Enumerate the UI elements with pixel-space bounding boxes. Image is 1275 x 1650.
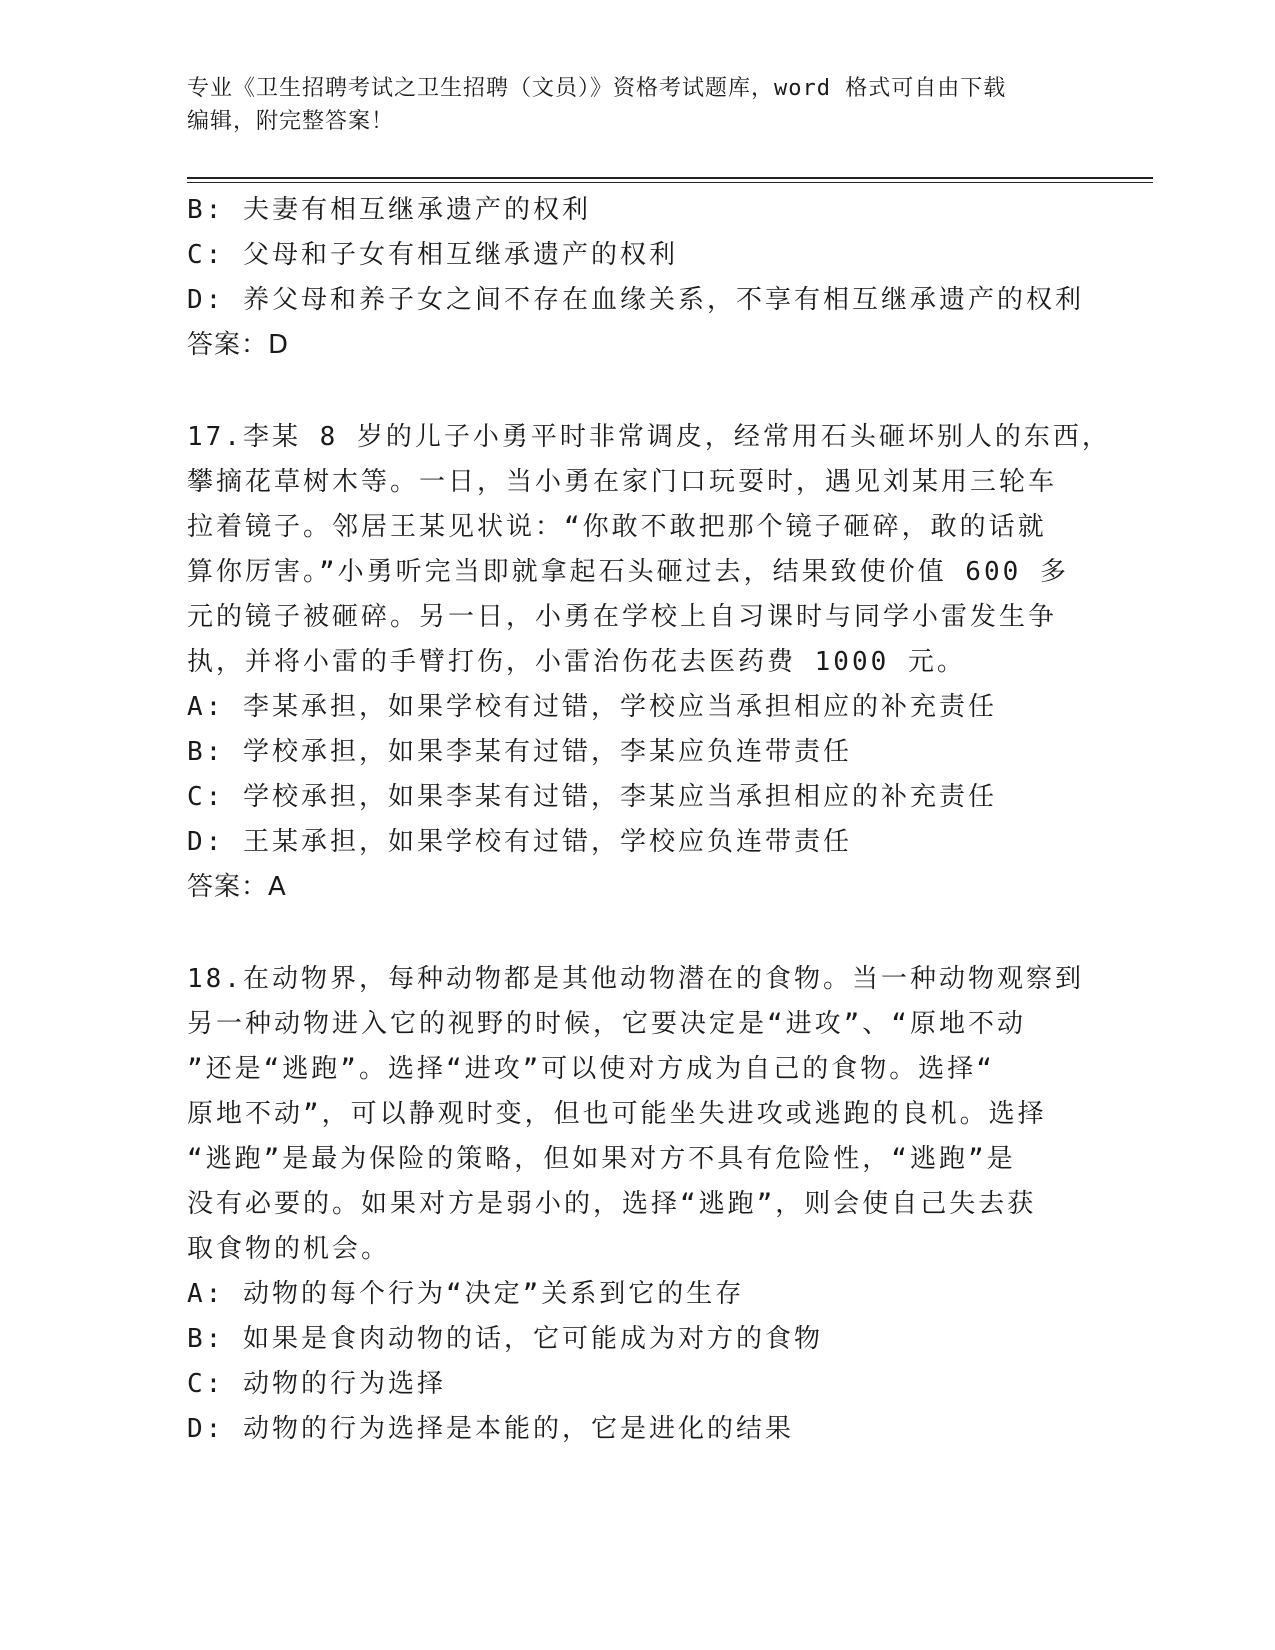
q17-stem-line: 17.李某 8 岁的儿子小勇平时非常调皮，经常用石头砸坏别人的东西， [187,422,1111,452]
header-line-2: 编辑，附完整答案！ [187,109,395,134]
q16-option-b: B: 夫妻有相互继承遗产的权利 [187,195,591,225]
q17-stem [187,415,1111,685]
q17-stem-line: 执，并将小雷的手臂打伤，小雷治伤花去医药费 1000 元。 [187,647,966,677]
q18-stem-line: “逃跑”是最为保险的策略，但如果对方不具有危险性，“逃跑”是 [187,1144,1016,1174]
q17-option-c: C: 学校承担，如果李某有过错，李某应当承担相应的补充责任 [187,782,997,812]
spacer [187,910,1077,957]
q16-answer: 答案：D [187,330,290,360]
q17-option-a: A: 李某承担，如果学校有过错，学校应当承担相应的补充责任 [187,692,997,722]
q18-option-a: A: 动物的每个行为“决定”关系到它的生存 [187,1279,745,1309]
q18-stem-line: 原地不动”，可以静观时变，但也可能坐失进攻或逃跑的良机。选择 [187,1099,1047,1129]
q18-option-c: C: 动物的行为选择 [187,1369,446,1399]
q16-option-c: C: 父母和子女有相互继承遗产的权利 [187,240,678,270]
header-divider-thin [187,182,1153,183]
q17-stem-line: 拉着镜子。邻居王某见状说：“你敢不敢把那个镜子砸碎，敢的话就 [187,512,1047,542]
q18-option-b: B: 如果是食肉动物的话，它可能成为对方的食物 [187,1324,823,1354]
q16-option-d: D: 养父母和养子女之间不存在血缘关系，不享有相互继承遗产的权利 [187,285,1084,315]
q17-option-b: B: 学校承担，如果李某有过错，李某应负连带责任 [187,737,852,767]
q17-stem-line: 攀摘花草树木等。一日，当小勇在家门口玩耍时，遇见刘某用三轮车 [187,467,1058,497]
q18-option-d: D: 动物的行为选择是本能的，它是进化的结果 [187,1414,794,1444]
question-17 [187,415,1111,910]
question-16-tail [187,188,1084,368]
question-18 [187,957,1084,1452]
q18-stem-line: 另一种动物进入它的视野的时候，它要决定是“进攻”、“原地不动 [187,1009,1026,1039]
page-header [187,72,1067,138]
document-body [187,188,1111,1452]
q17-stem-line: 算你厉害。”小勇听完当即就拿起石头砸过去，结果致使价值 600 多 [187,557,1069,587]
q18-stem-line: 取食物的机会。 [187,1234,391,1264]
q18-stem-line: 没有必要的。如果对方是弱小的，选择“逃跑”，则会使自己失去获 [187,1189,1037,1219]
q18-stem-line: 18.在动物界，每种动物都是其他动物潜在的食物。当一种动物观察到 [187,964,1084,994]
q18-stem [187,957,1084,1272]
header-line-1: 专业《卫生招聘考试之卫生招聘（文员）》资格考试题库，word 格式可自由下载 [187,76,1007,101]
q18-stem-line: ”还是“逃跑”。选择“进攻”可以使对方成为自己的食物。选择“ [187,1054,995,1084]
spacer [187,368,1077,415]
q17-stem-line: 元的镜子被砸碎。另一日，小勇在学校上自习课时与同学小雷发生争 [187,602,1058,632]
q17-answer: 答案：A [187,872,287,902]
q17-option-d: D: 王某承担，如果学校有过错，学校应负连带责任 [187,827,852,857]
header-divider [187,177,1153,179]
